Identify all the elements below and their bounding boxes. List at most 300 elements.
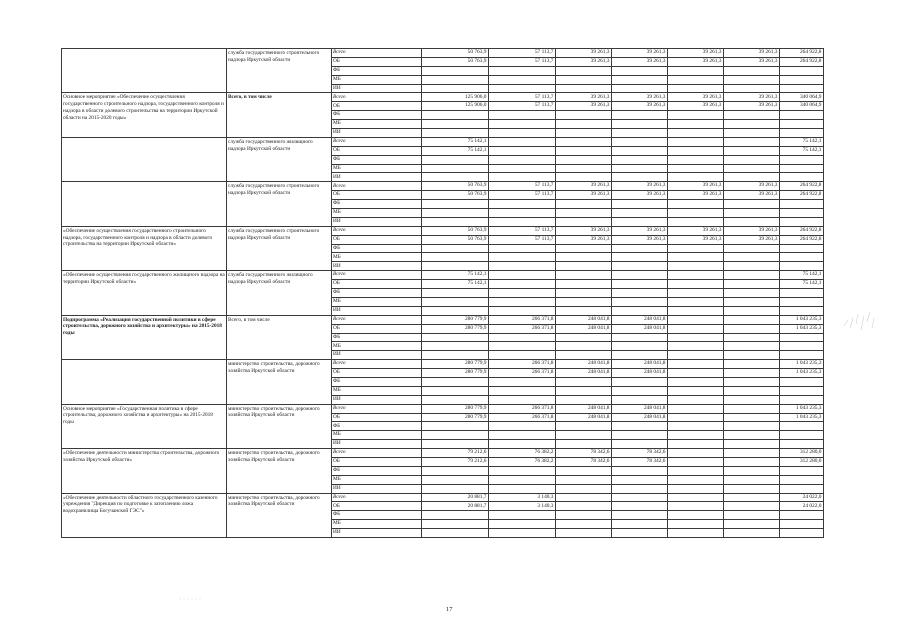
total-value (780, 466, 824, 475)
year-value (668, 200, 724, 209)
year-value (422, 342, 489, 351)
year-value (556, 155, 612, 164)
year-value: 78 342,6 (556, 457, 612, 466)
year-value (612, 209, 668, 218)
year-value (668, 351, 724, 360)
year-value (612, 395, 668, 404)
year-value: 248 041,8 (556, 404, 612, 413)
year-value (422, 164, 489, 173)
total-value: 75 142,1 (780, 146, 824, 155)
funding-source: ОБ (332, 235, 422, 244)
year-value (668, 333, 724, 342)
funding-source: Всего (332, 182, 422, 191)
year-value: 75 142,1 (422, 137, 489, 146)
year-value (489, 484, 556, 493)
funding-source: Всего (332, 493, 422, 502)
year-value (668, 404, 724, 413)
funding-source: ФБ (332, 333, 422, 342)
funding-source: МБ (332, 75, 422, 84)
budget-table (61, 48, 824, 538)
year-value: 75 142,1 (422, 271, 489, 280)
year-value (724, 529, 780, 538)
funding-source: ФБ (332, 289, 422, 298)
year-value (612, 386, 668, 395)
year-value (612, 217, 668, 226)
year-value (612, 173, 668, 182)
year-value (489, 280, 556, 289)
year-value (612, 511, 668, 520)
year-value (724, 511, 780, 520)
year-value (489, 386, 556, 395)
table-row (62, 93, 824, 102)
year-value: 39 261,3 (668, 93, 724, 102)
year-value: 50 763,9 (422, 182, 489, 191)
year-value: 39 261,3 (724, 182, 780, 191)
year-value (668, 529, 724, 538)
funding-source: Всего (332, 93, 422, 102)
total-value (780, 351, 824, 360)
year-value (668, 146, 724, 155)
year-value (612, 440, 668, 449)
year-value (724, 200, 780, 209)
year-value (489, 262, 556, 271)
total-value (780, 164, 824, 173)
year-value (668, 484, 724, 493)
year-value (724, 422, 780, 431)
year-value: 248 041,8 (612, 413, 668, 422)
year-value (556, 484, 612, 493)
year-value (422, 395, 489, 404)
year-value: 57 113,7 (489, 182, 556, 191)
year-value: 248 041,8 (612, 369, 668, 378)
year-value (422, 262, 489, 271)
responsible-executor: служба государственного строительного надзора Иркутской области (227, 49, 332, 93)
year-value: 125 906,0 (422, 102, 489, 111)
year-value (489, 146, 556, 155)
year-value (668, 289, 724, 298)
funding-source: ОБ (332, 369, 422, 378)
year-value (489, 111, 556, 120)
year-value (556, 66, 612, 75)
year-value (612, 342, 668, 351)
year-value: 50 763,9 (422, 226, 489, 235)
funding-source: ОБ (332, 191, 422, 200)
total-value (780, 84, 824, 93)
funding-source: МБ (332, 253, 422, 262)
total-value (780, 475, 824, 484)
year-value (489, 84, 556, 93)
total-value: 1 043 235,3 (780, 315, 824, 324)
year-value (612, 520, 668, 529)
measure-description: «Обеспечение осуществления государственного строительного надзора, государственного контроля и надзора в области долевого строительства на территории Иркутской области» (62, 226, 227, 270)
year-value (556, 306, 612, 315)
year-value: 248 041,8 (556, 324, 612, 333)
year-value: 248 041,8 (556, 360, 612, 369)
funding-source: ФБ (332, 244, 422, 253)
year-value: 39 261,3 (668, 235, 724, 244)
total-value (780, 120, 824, 129)
year-value (612, 422, 668, 431)
year-value (489, 422, 556, 431)
year-value (668, 297, 724, 306)
year-value: 248 041,8 (612, 315, 668, 324)
year-value: 20 881,7 (422, 502, 489, 511)
year-value (612, 502, 668, 511)
year-value (668, 129, 724, 138)
year-value: 50 763,9 (422, 49, 489, 58)
total-value: 1 043 235,3 (780, 404, 824, 413)
year-value (556, 520, 612, 529)
year-value (612, 475, 668, 484)
year-value (724, 137, 780, 146)
scan-artifact (842, 306, 876, 336)
year-value (612, 146, 668, 155)
funding-source: МБ (332, 120, 422, 129)
year-value (556, 493, 612, 502)
year-value: 280 779,9 (422, 404, 489, 413)
year-value: 39 261,3 (724, 93, 780, 102)
year-value (556, 111, 612, 120)
year-value (612, 306, 668, 315)
year-value: 39 261,3 (612, 226, 668, 235)
year-value (668, 75, 724, 84)
year-value (422, 333, 489, 342)
year-value (724, 351, 780, 360)
total-value: 264 922,8 (780, 226, 824, 235)
year-value (422, 377, 489, 386)
year-value (489, 253, 556, 262)
year-value (489, 511, 556, 520)
year-value (422, 209, 489, 218)
year-value (422, 422, 489, 431)
year-value: 248 041,8 (612, 360, 668, 369)
year-value (668, 280, 724, 289)
year-value (556, 217, 612, 226)
funding-source: ФБ (332, 466, 422, 475)
year-value: 75 142,1 (422, 280, 489, 289)
year-value: 248 041,8 (556, 315, 612, 324)
year-value (489, 520, 556, 529)
year-value (556, 84, 612, 93)
year-value (556, 475, 612, 484)
year-value (668, 84, 724, 93)
year-value: 57 113,7 (489, 226, 556, 235)
year-value (556, 351, 612, 360)
year-value (489, 297, 556, 306)
total-value: 24 022,0 (780, 493, 824, 502)
year-value: 39 261,3 (612, 235, 668, 244)
year-value (724, 146, 780, 155)
year-value (668, 217, 724, 226)
year-value (422, 200, 489, 209)
year-value (556, 209, 612, 218)
year-value (668, 440, 724, 449)
year-value (489, 137, 556, 146)
year-value: 39 261,3 (668, 226, 724, 235)
year-value: 39 261,3 (724, 102, 780, 111)
year-value (724, 466, 780, 475)
year-value (556, 173, 612, 182)
year-value: 248 041,8 (612, 324, 668, 333)
year-value (556, 120, 612, 129)
year-value (612, 164, 668, 173)
funding-source: ИИ (332, 306, 422, 315)
total-value (780, 520, 824, 529)
year-value (489, 209, 556, 218)
year-value (724, 84, 780, 93)
year-value: 248 041,8 (612, 404, 668, 413)
total-value (780, 173, 824, 182)
year-value (668, 360, 724, 369)
year-value (668, 342, 724, 351)
year-value: 248 041,8 (556, 413, 612, 422)
total-value (780, 306, 824, 315)
responsible-executor: министерство строительства, дорожного хозяйства Иркутской области (227, 449, 332, 493)
year-value (612, 271, 668, 280)
year-value (724, 377, 780, 386)
year-value: 50 763,9 (422, 235, 489, 244)
measure-description: Основное мероприятие «Обеспечение осуществления государственного строительного надзора, государственного контроля и надзора в области долевого строительства на территории Иркутской области на 2015-2020 годы» (62, 93, 227, 137)
total-value (780, 333, 824, 342)
total-value: 264 922,8 (780, 182, 824, 191)
year-value (612, 137, 668, 146)
year-value: 280 779,9 (422, 324, 489, 333)
total-value: 1 043 235,3 (780, 413, 824, 422)
year-value: 57 113,7 (489, 235, 556, 244)
year-value: 39 261,3 (556, 191, 612, 200)
year-value: 39 261,3 (724, 57, 780, 66)
year-value (668, 120, 724, 129)
funding-source: ФБ (332, 200, 422, 209)
year-value: 39 261,3 (612, 57, 668, 66)
year-value: 39 261,3 (612, 182, 668, 191)
total-value (780, 377, 824, 386)
year-value (422, 120, 489, 129)
year-value: 39 261,3 (612, 49, 668, 58)
year-value: 39 261,3 (556, 226, 612, 235)
year-value (422, 75, 489, 84)
funding-source: Всего (332, 271, 422, 280)
year-value (612, 466, 668, 475)
year-value: 39 261,3 (668, 182, 724, 191)
year-value (556, 440, 612, 449)
year-value (489, 66, 556, 75)
responsible-executor: министерство строительства, дорожного хозяйства Иркутской области (227, 360, 332, 404)
year-value (489, 217, 556, 226)
year-value: 3 140,3 (489, 502, 556, 511)
total-value: 264 922,8 (780, 235, 824, 244)
year-value: 39 261,3 (612, 191, 668, 200)
year-value: 39 261,3 (724, 191, 780, 200)
funding-source: Всего (332, 449, 422, 458)
responsible-executor: служба государственного жилищного надзора Иркутской области (227, 137, 332, 181)
year-value (668, 377, 724, 386)
year-value: 39 261,3 (556, 57, 612, 66)
year-value (724, 155, 780, 164)
funding-source: ФБ (332, 155, 422, 164)
year-value (668, 422, 724, 431)
year-value (724, 315, 780, 324)
year-value (422, 431, 489, 440)
year-value (489, 306, 556, 315)
year-value (612, 493, 668, 502)
total-value (780, 209, 824, 218)
year-value: 79 212,6 (422, 449, 489, 458)
year-value (668, 111, 724, 120)
year-value (422, 466, 489, 475)
year-value: 266 371,8 (489, 315, 556, 324)
year-value (724, 360, 780, 369)
total-value (780, 200, 824, 209)
year-value (612, 129, 668, 138)
total-value (780, 511, 824, 520)
year-value (556, 137, 612, 146)
year-value (668, 66, 724, 75)
responsible-executor: служба государственного жилищного надзора Иркутской области (227, 271, 332, 315)
total-value (780, 440, 824, 449)
year-value (724, 306, 780, 315)
year-value (668, 511, 724, 520)
year-value: 280 779,9 (422, 315, 489, 324)
table-row (62, 182, 824, 191)
year-value (612, 155, 668, 164)
year-value: 39 261,3 (612, 93, 668, 102)
funding-source: ИИ (332, 440, 422, 449)
year-value (556, 289, 612, 298)
total-value: 1 043 235,3 (780, 360, 824, 369)
year-value (556, 422, 612, 431)
funding-source: ФБ (332, 66, 422, 75)
year-value (489, 164, 556, 173)
total-value (780, 431, 824, 440)
measure-description: «Обеспечение осуществления государственного жилищного надзора на территории Иркутской области» (62, 271, 227, 315)
year-value (668, 324, 724, 333)
year-value (724, 75, 780, 84)
year-value (612, 111, 668, 120)
total-value: 24 022,0 (780, 502, 824, 511)
measure-description: «Обеспечение деятельности министерства строительства, дорожного хозяйства Иркутской области» (62, 449, 227, 493)
year-value (612, 120, 668, 129)
year-value (556, 271, 612, 280)
year-value (489, 529, 556, 538)
total-value (780, 342, 824, 351)
measure-description: Основное мероприятие «Государственная политика в сфере строительства, дорожного хозяйства и архитектуры» на 2015-2018 годы (62, 404, 227, 448)
year-value (724, 262, 780, 271)
year-value (612, 66, 668, 75)
year-value (612, 244, 668, 253)
year-value (422, 520, 489, 529)
total-value (780, 297, 824, 306)
total-value (780, 253, 824, 262)
year-value (724, 209, 780, 218)
year-value (668, 315, 724, 324)
total-value (780, 217, 824, 226)
year-value (668, 520, 724, 529)
year-value (489, 271, 556, 280)
year-value (556, 395, 612, 404)
year-value (612, 280, 668, 289)
year-value (556, 511, 612, 520)
year-value (668, 306, 724, 315)
year-value: 57 113,7 (489, 49, 556, 58)
year-value (724, 520, 780, 529)
year-value: 280 779,9 (422, 413, 489, 422)
year-value: 39 261,3 (668, 57, 724, 66)
measure-description: «Обеспечение деятельности областного государственного казенного учреждения "Дирекция по подготовке к затоплению ложа водохранилища Богучанской ГЭС"» (62, 493, 227, 537)
year-value (612, 529, 668, 538)
year-value (489, 466, 556, 475)
year-value (668, 475, 724, 484)
year-value (422, 217, 489, 226)
measure-description (62, 360, 227, 404)
total-value (780, 529, 824, 538)
year-value (612, 200, 668, 209)
scan-artifact (178, 597, 204, 601)
funding-source: Всего (332, 360, 422, 369)
year-value (668, 155, 724, 164)
year-value: 50 763,9 (422, 191, 489, 200)
year-value (556, 253, 612, 262)
funding-source: ФБ (332, 422, 422, 431)
total-value: 264 922,8 (780, 49, 824, 58)
total-value (780, 395, 824, 404)
year-value (422, 129, 489, 138)
year-value: 39 261,3 (556, 182, 612, 191)
responsible-executor: министерство строительства, дорожного хозяйства Иркутской области (227, 404, 332, 448)
funding-source: МБ (332, 209, 422, 218)
funding-source: ИИ (332, 173, 422, 182)
year-value: 78 342,6 (612, 457, 668, 466)
year-value (422, 84, 489, 93)
year-value (556, 280, 612, 289)
funding-source: МБ (332, 164, 422, 173)
funding-source: Всего (332, 49, 422, 58)
funding-source: ИИ (332, 129, 422, 138)
year-value (724, 440, 780, 449)
year-value (556, 466, 612, 475)
year-value: 280 779,9 (422, 360, 489, 369)
year-value (422, 244, 489, 253)
table-row (62, 493, 824, 502)
funding-source: ИИ (332, 351, 422, 360)
year-value: 57 113,7 (489, 57, 556, 66)
year-value (489, 351, 556, 360)
table-row (62, 449, 824, 458)
year-value: 125 906,0 (422, 93, 489, 102)
year-value (556, 146, 612, 155)
year-value (724, 386, 780, 395)
total-value (780, 66, 824, 75)
year-value (489, 431, 556, 440)
year-value: 39 261,3 (724, 226, 780, 235)
measure-description (62, 137, 227, 181)
total-value: 75 142,1 (780, 280, 824, 289)
table-row (62, 226, 824, 235)
year-value: 39 261,3 (668, 49, 724, 58)
total-value: 312 280,0 (780, 457, 824, 466)
year-value (422, 111, 489, 120)
year-value (422, 484, 489, 493)
year-value: 39 261,3 (668, 102, 724, 111)
year-value (489, 129, 556, 138)
year-value (668, 457, 724, 466)
year-value: 50 763,9 (422, 57, 489, 66)
year-value (556, 377, 612, 386)
year-value (612, 297, 668, 306)
year-value (612, 484, 668, 493)
year-value (724, 173, 780, 182)
year-value (724, 342, 780, 351)
